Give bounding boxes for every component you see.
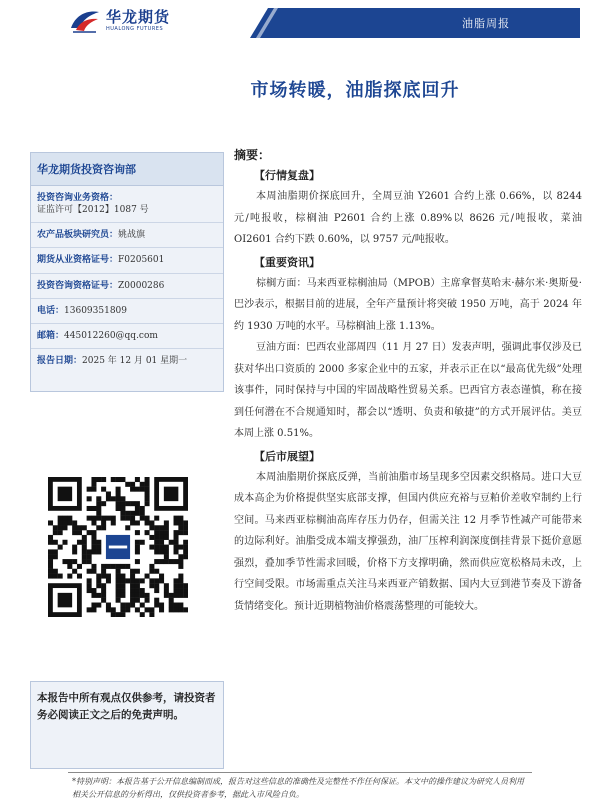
researcher-label: 农产品板块研究员： <box>37 230 119 241</box>
report-date-label: 报告日期： <box>37 355 83 366</box>
summary-heading: 摘要： <box>234 148 271 162</box>
section-heading-review: 【行情复盘】 <box>254 169 320 182</box>
brand-logo <box>68 6 170 36</box>
researcher-value: 姚战旗 <box>118 230 146 241</box>
report-type-label: 油脂周报 <box>462 17 510 30</box>
phone-label: 电话： <box>37 305 65 316</box>
qualification-row <box>31 186 223 223</box>
qualification-value: 证监许可【2012】1087 号 <box>37 205 149 216</box>
section-heading-news: 【重要资讯】 <box>254 255 320 269</box>
summary-content <box>234 146 582 617</box>
footer-statement: *特别声明：本报告基于公开信息编制而成，报告对这些信息的准确性及完整性不作任何保证。本文中的操作建议为研究人员利用相关公开信息的分析得出，仅供投资者参考，据此入市风险自负。 <box>72 777 524 799</box>
footer-divider <box>68 772 532 773</box>
email-label: 邮箱： <box>37 330 65 341</box>
phone-value: 13609351809 <box>64 305 128 316</box>
researcher-row <box>31 223 223 248</box>
brand-name-en: HUALONG FUTURES <box>106 26 164 32</box>
phone-row <box>31 299 223 324</box>
disclaimer-box: 本报告中所有观点仅供参考，请投资者务必阅读正文之后的免责声明。 <box>30 681 224 769</box>
paragraph-palm: 棕榈方面：马来西亚棕榈油局（MPOB）主席拿督莫哈末·赫尔米·奥斯曼·巴沙表示，根据目前的进展，全年产量预计将突破 1950 万吨，高于 2024 年约 1930 万吨的水平。马棕榈油上涨 1.13%。 <box>234 277 582 332</box>
qr-code-icon <box>48 477 188 617</box>
paragraph-review: 本周油脂期价探底回升，全周豆油 Y2601 合约上涨 0.66%，以 8244 元/吨报收，棕榈油 P2601 合约上涨 0.89%以 8626 元/吨报收，菜油 OI2601 合约下跌 0.60%，以 9757 元/吨报收。 <box>234 191 582 245</box>
paragraph-soy: 豆油方面：巴西农业部周四（11 月 27 日）发表声明，强调此事仅涉及已获对华出口资质的 2000 多家企业中的五家，并表示正在以“最高优先级”处理该事件，同时保持与中国的牢固战略性贸易关系。巴西官方表态谨慎，称在接到任何潜在不合规通知时，都会以“透明、负责和敏捷”的方式开展评估。美豆本周上涨 0.51%。 <box>234 342 582 439</box>
department-heading: 华龙期货投资咨询部 <box>31 153 223 186</box>
analyst-info-panel <box>30 152 224 392</box>
qualification-label: 投资咨询业务资格： <box>37 193 119 203</box>
consult-license-row <box>31 274 223 299</box>
page-header <box>0 0 600 44</box>
header-band <box>250 8 580 38</box>
report-date-value: 2025 年 12 月 01 星期一 <box>82 355 188 366</box>
consult-license-label: 投资咨询资格证号： <box>37 280 119 291</box>
dragon-logo-icon <box>68 6 102 36</box>
paragraph-outlook: 本周油脂期价探底反弹，当前油脂市场呈现多空因素交织格局。进口大豆成本高企为价格提供坚实底部支撑，但国内供应充裕与豆粕价差收窄制约上行空间。马来西亚棕榈油高库存压力仍存，但需关注 12 月季节性减产可能带来的边际利好。油脂受成本端支撑强劲，油厂压榨利润深度倒挂背景下挺价意愿强烈，叠加季节性需求回暖，价格下方支撑明确，然而供应宽松格局未改，上行空间受限。市场需重点关注马来西亚产销数据、国内大豆到港节奏及下游备货情绪变化。预计近期植物油价格震荡整理的可能较大。 <box>234 471 582 612</box>
futures-license-value: F0205601 <box>118 255 165 266</box>
page-title: 市场转暖，油脂探底回升 <box>250 80 460 101</box>
futures-license-label: 期货从业资格证号： <box>37 255 119 266</box>
section-heading-outlook: 【后市展望】 <box>254 449 320 463</box>
futures-license-row <box>31 248 223 273</box>
consult-license-value: Z0000286 <box>118 280 165 291</box>
email-value: 445012260@qq.com <box>64 330 158 341</box>
brand-name-cn: 华龙期货 <box>106 8 171 26</box>
report-date-row <box>31 349 223 373</box>
email-row <box>31 324 223 349</box>
